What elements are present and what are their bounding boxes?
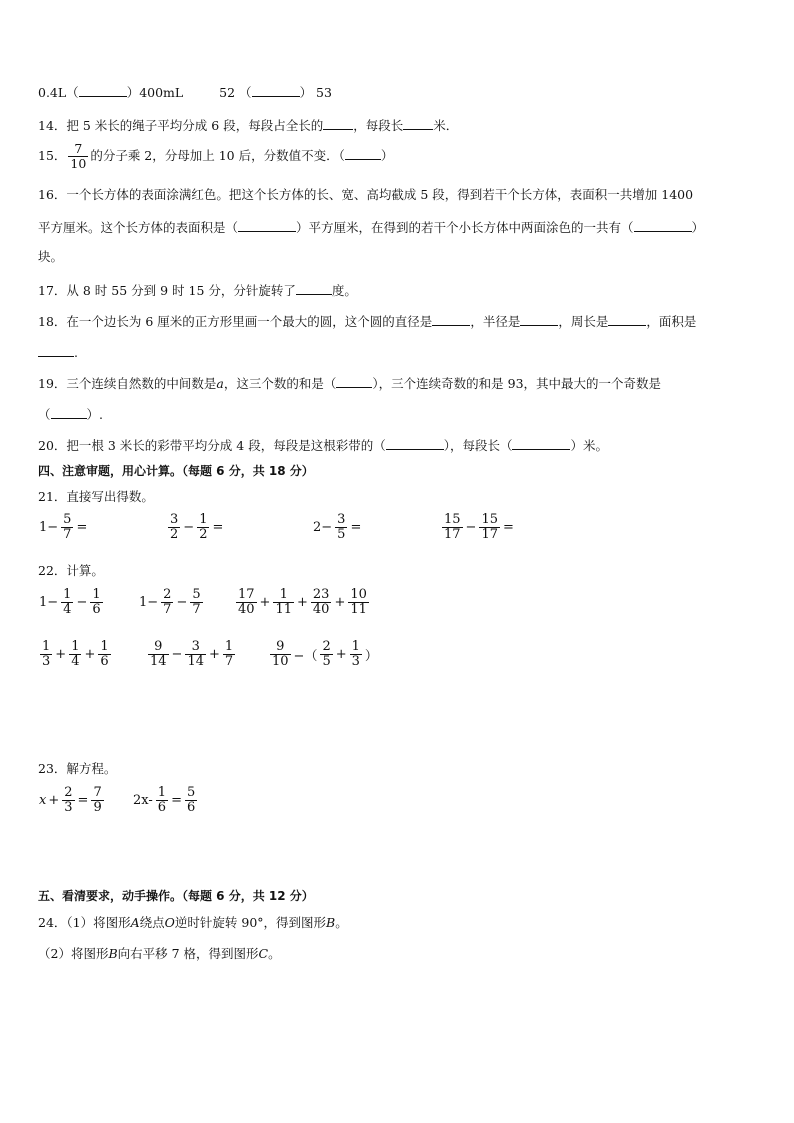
denominator: 17 [481,527,498,542]
fraction [311,588,332,617]
denominator: 10 [272,654,289,669]
figure-c-label: C [258,946,269,961]
numerator: 2 [163,587,172,602]
question-21-title: 21．直接写出得数。 [38,489,154,504]
operator: − [171,647,183,662]
fraction [190,588,202,617]
equals: = [171,793,182,808]
question-17 [38,282,357,299]
fraction [69,640,81,669]
denominator: 7 [163,602,172,617]
operator: + [259,595,271,610]
operator: + [55,647,67,662]
q20-text: 20．把一根 3 米长的彩带平均分成 4 段，每段是这根彩带的（ [38,438,386,453]
q19-close: ）. [86,407,103,422]
denominator: 40 [312,602,330,617]
question-15 [38,142,393,171]
close-paren: ） [364,649,378,664]
operator: + [48,793,60,808]
denominator: 6 [157,800,167,815]
denominator: 3 [351,654,360,669]
answer-blank[interactable] [345,147,381,160]
answer-blank[interactable] [323,117,353,130]
fraction [185,640,206,669]
fraction [62,786,74,815]
fraction [236,588,257,617]
numerator: 1 [273,588,294,603]
compare-left-text: 0.4L（ [38,85,79,100]
denominator: 7 [192,602,201,617]
q20-mid: ），每段长（ [443,438,513,453]
q20-post: ）米。 [570,438,608,453]
compare-left-end: ）400mL [126,85,184,100]
denominator: 14 [150,654,167,669]
question-16-line2 [38,219,704,236]
q24-text: 逆时针旋转 90°，得到图形 [174,915,327,930]
q19-text: 19．三个连续自然数的中间数是 [38,376,217,391]
q23-equation-1 [38,786,106,815]
operator: − [465,520,477,535]
denominator: 40 [238,602,255,617]
q24-text: 绕点 [139,915,165,930]
operand: 1− [39,520,59,535]
numerator: 5 [192,587,201,602]
q15-number: 15． [38,148,67,163]
fraction [61,513,73,542]
fraction [148,640,169,669]
q16-text-b: ）平方厘米，在得到的若干个小长方体中两面涂色的一共有（ [296,220,634,235]
q22-expression-6 [268,640,379,669]
numerator: 2 [64,785,73,800]
q18-text: 18．在一个边长为 6 厘米的正方形里画一个最大的圆，这个圆的直径是 [38,314,433,329]
denominator: 7 [63,527,72,542]
figure-b-label: B [108,946,118,961]
numerator: 7 [93,785,102,800]
q19-open: （ [38,407,51,422]
operand: 2− [313,520,333,535]
q24-text: 向右平移 7 格，得到图形 [117,946,259,961]
fraction [350,640,362,669]
q19-mid2: ），三个连续奇数的和是 93，其中最大的一个奇数是 [372,376,662,391]
operator: + [209,647,220,662]
operator: + [84,647,96,662]
denominator: 4 [71,654,80,669]
compare-line [38,84,332,101]
question-24-part1 [38,915,348,931]
question-24-part2 [38,946,281,962]
q24-text: （2）将图形 [38,946,109,961]
denominator: 6 [186,800,196,815]
numerator: 1 [63,587,72,602]
point-o-label: O [164,915,175,930]
answer-blank[interactable] [296,282,332,295]
equals: = [76,520,88,535]
operator: −（ [293,649,318,664]
question-16-line3: 块。 [38,249,64,264]
denominator: 17 [444,527,461,542]
q21-expression-2 [166,513,224,542]
answer-blank[interactable] [252,84,300,97]
fraction [223,640,235,669]
denominator: 7 [224,654,234,669]
denominator: 11 [350,602,367,617]
operator: + [297,595,308,610]
figure-a-label: A [130,915,140,930]
denominator: 10 [70,156,87,171]
compare-right-text: 52 （ [219,85,252,100]
fraction [335,513,347,542]
denominator: 2 [199,527,208,542]
q18-perimeter-label: ，周长是 [558,314,609,329]
question-19-line2 [38,406,103,423]
numerator: 1 [100,639,109,654]
fraction [90,588,102,617]
answer-blank[interactable] [608,313,646,326]
denominator: 9 [93,800,102,815]
operator: − [76,595,88,610]
q18-end: . [74,345,78,360]
numerator: 3 [337,512,346,527]
numerator: 7 [68,142,88,157]
denominator: 11 [275,602,292,617]
question-19 [38,375,661,392]
numerator: 2 [322,639,331,654]
fraction [156,786,168,815]
q17-text: 17．从 8 时 55 分到 9 时 15 分，分针旋转了 [38,283,296,298]
denominator: 3 [42,654,51,669]
denominator: 5 [337,527,346,542]
fraction [348,588,369,617]
numerator: 3 [170,512,179,527]
equals: = [212,520,224,535]
answer-blank[interactable] [79,84,127,97]
q19-mid: ，这三个数的和是（ [223,376,337,391]
variable-term: 2x- [133,793,153,808]
q15-text: 的分子乘 2，分母加上 10 后，分数值不变．（ [90,148,345,163]
question-18 [38,313,696,330]
denominator: 2 [170,527,179,542]
operand: 1− [39,595,59,610]
section-5-heading: 五、看清要求，动手操作。（每题 6 分，共 12 分） [38,889,314,903]
question-20 [38,437,608,454]
fraction [40,640,52,669]
numerator: 1 [351,639,360,654]
denominator: 6 [100,654,109,669]
q14-post: 米． [433,118,459,133]
numerator: 1 [71,639,80,654]
numerator: 1 [224,639,234,654]
answer-blank[interactable] [634,219,692,232]
q22-expression-4 [38,640,113,669]
q18-radius-label: ，半径是 [470,314,521,329]
denominator: 14 [187,654,204,669]
q14-mid: ，每段长 [353,118,404,133]
fraction [185,786,197,815]
fraction [91,786,103,815]
numerator: 9 [148,640,169,655]
operator: + [334,595,346,610]
equals: = [350,520,362,535]
variable-x: x [39,793,47,808]
answer-blank[interactable] [432,313,470,326]
answer-blank[interactable] [38,344,74,357]
question-14 [38,117,458,134]
fraction [442,513,463,542]
fraction [161,588,173,617]
q15-end: ） [380,148,394,163]
fraction [197,513,209,542]
q14-text: 14．把 5 米长的绳子平均分成 6 段，每段占全长的 [38,118,324,133]
q16-text-c: ） [691,220,705,235]
question-23-title: 23．解方程。 [38,761,117,776]
numerator: 1 [42,639,51,654]
fraction [270,640,291,669]
operator: + [335,647,347,662]
operand: 1− [139,595,159,610]
operator: − [176,595,188,610]
answer-blank[interactable] [520,313,558,326]
numerator: 3 [185,640,206,655]
fraction [273,588,294,617]
fraction [98,640,110,669]
numerator: 5 [63,512,72,527]
fraction [168,513,180,542]
answer-blank[interactable] [512,437,570,450]
denominator: 6 [92,602,101,617]
q23-equation-2 [132,786,199,815]
denominator: 3 [64,800,73,815]
q22-expression-1 [38,588,105,617]
q22-expression-5 [146,640,237,669]
numerator: 1 [199,512,208,527]
question-16-line1: 16．一个长方体的表面涂满红色。把这个长方体的长、宽、高均截成 5 段，得到若干个长方体，表面积一共增加 1400 [38,187,694,202]
q15-fraction [68,142,88,171]
numerator: 9 [270,640,291,655]
operator: − [183,520,195,535]
answer-blank[interactable] [51,406,87,419]
q16-text-a: 平方厘米。这个长方体的表面积是（ [38,220,239,235]
denominator: 5 [322,654,331,669]
numerator: 17 [238,587,255,602]
numerator: 10 [350,587,367,602]
question-22-title: 22．计算。 [38,563,104,578]
figure-b-label: B [326,915,336,930]
answer-blank[interactable] [336,375,372,388]
fraction [61,588,73,617]
variable-a: a [216,376,224,391]
q18-area-label: ，面积是 [646,314,697,329]
q21-expression-1 [38,513,88,542]
section-4-heading: 四、注意审题，用心计算。（每题 6 分，共 18 分） [38,464,314,478]
fraction [479,513,500,542]
answer-blank[interactable] [386,437,444,450]
numerator: 15 [444,512,461,527]
q22-expression-3 [234,588,371,617]
q24-text: 。 [335,915,348,930]
q24-text: 。 [268,946,281,961]
denominator: 4 [63,602,72,617]
answer-blank[interactable] [403,117,433,130]
answer-blank[interactable] [238,219,296,232]
numerator: 15 [481,512,498,527]
numerator: 1 [92,587,101,602]
q24-text: 24．（1）将图形 [38,915,131,930]
numerator: 5 [186,785,196,800]
equals: = [503,520,514,535]
q21-expression-3 [312,513,362,542]
question-18-line2 [38,344,78,361]
compare-right-end: ） 53 [299,85,332,100]
q22-expression-2 [138,588,205,617]
numerator: 1 [157,785,167,800]
numerator: 23 [312,587,330,602]
q21-expression-4 [440,513,515,542]
equals: = [77,793,89,808]
fraction [320,640,332,669]
q17-post: 度。 [331,283,357,298]
